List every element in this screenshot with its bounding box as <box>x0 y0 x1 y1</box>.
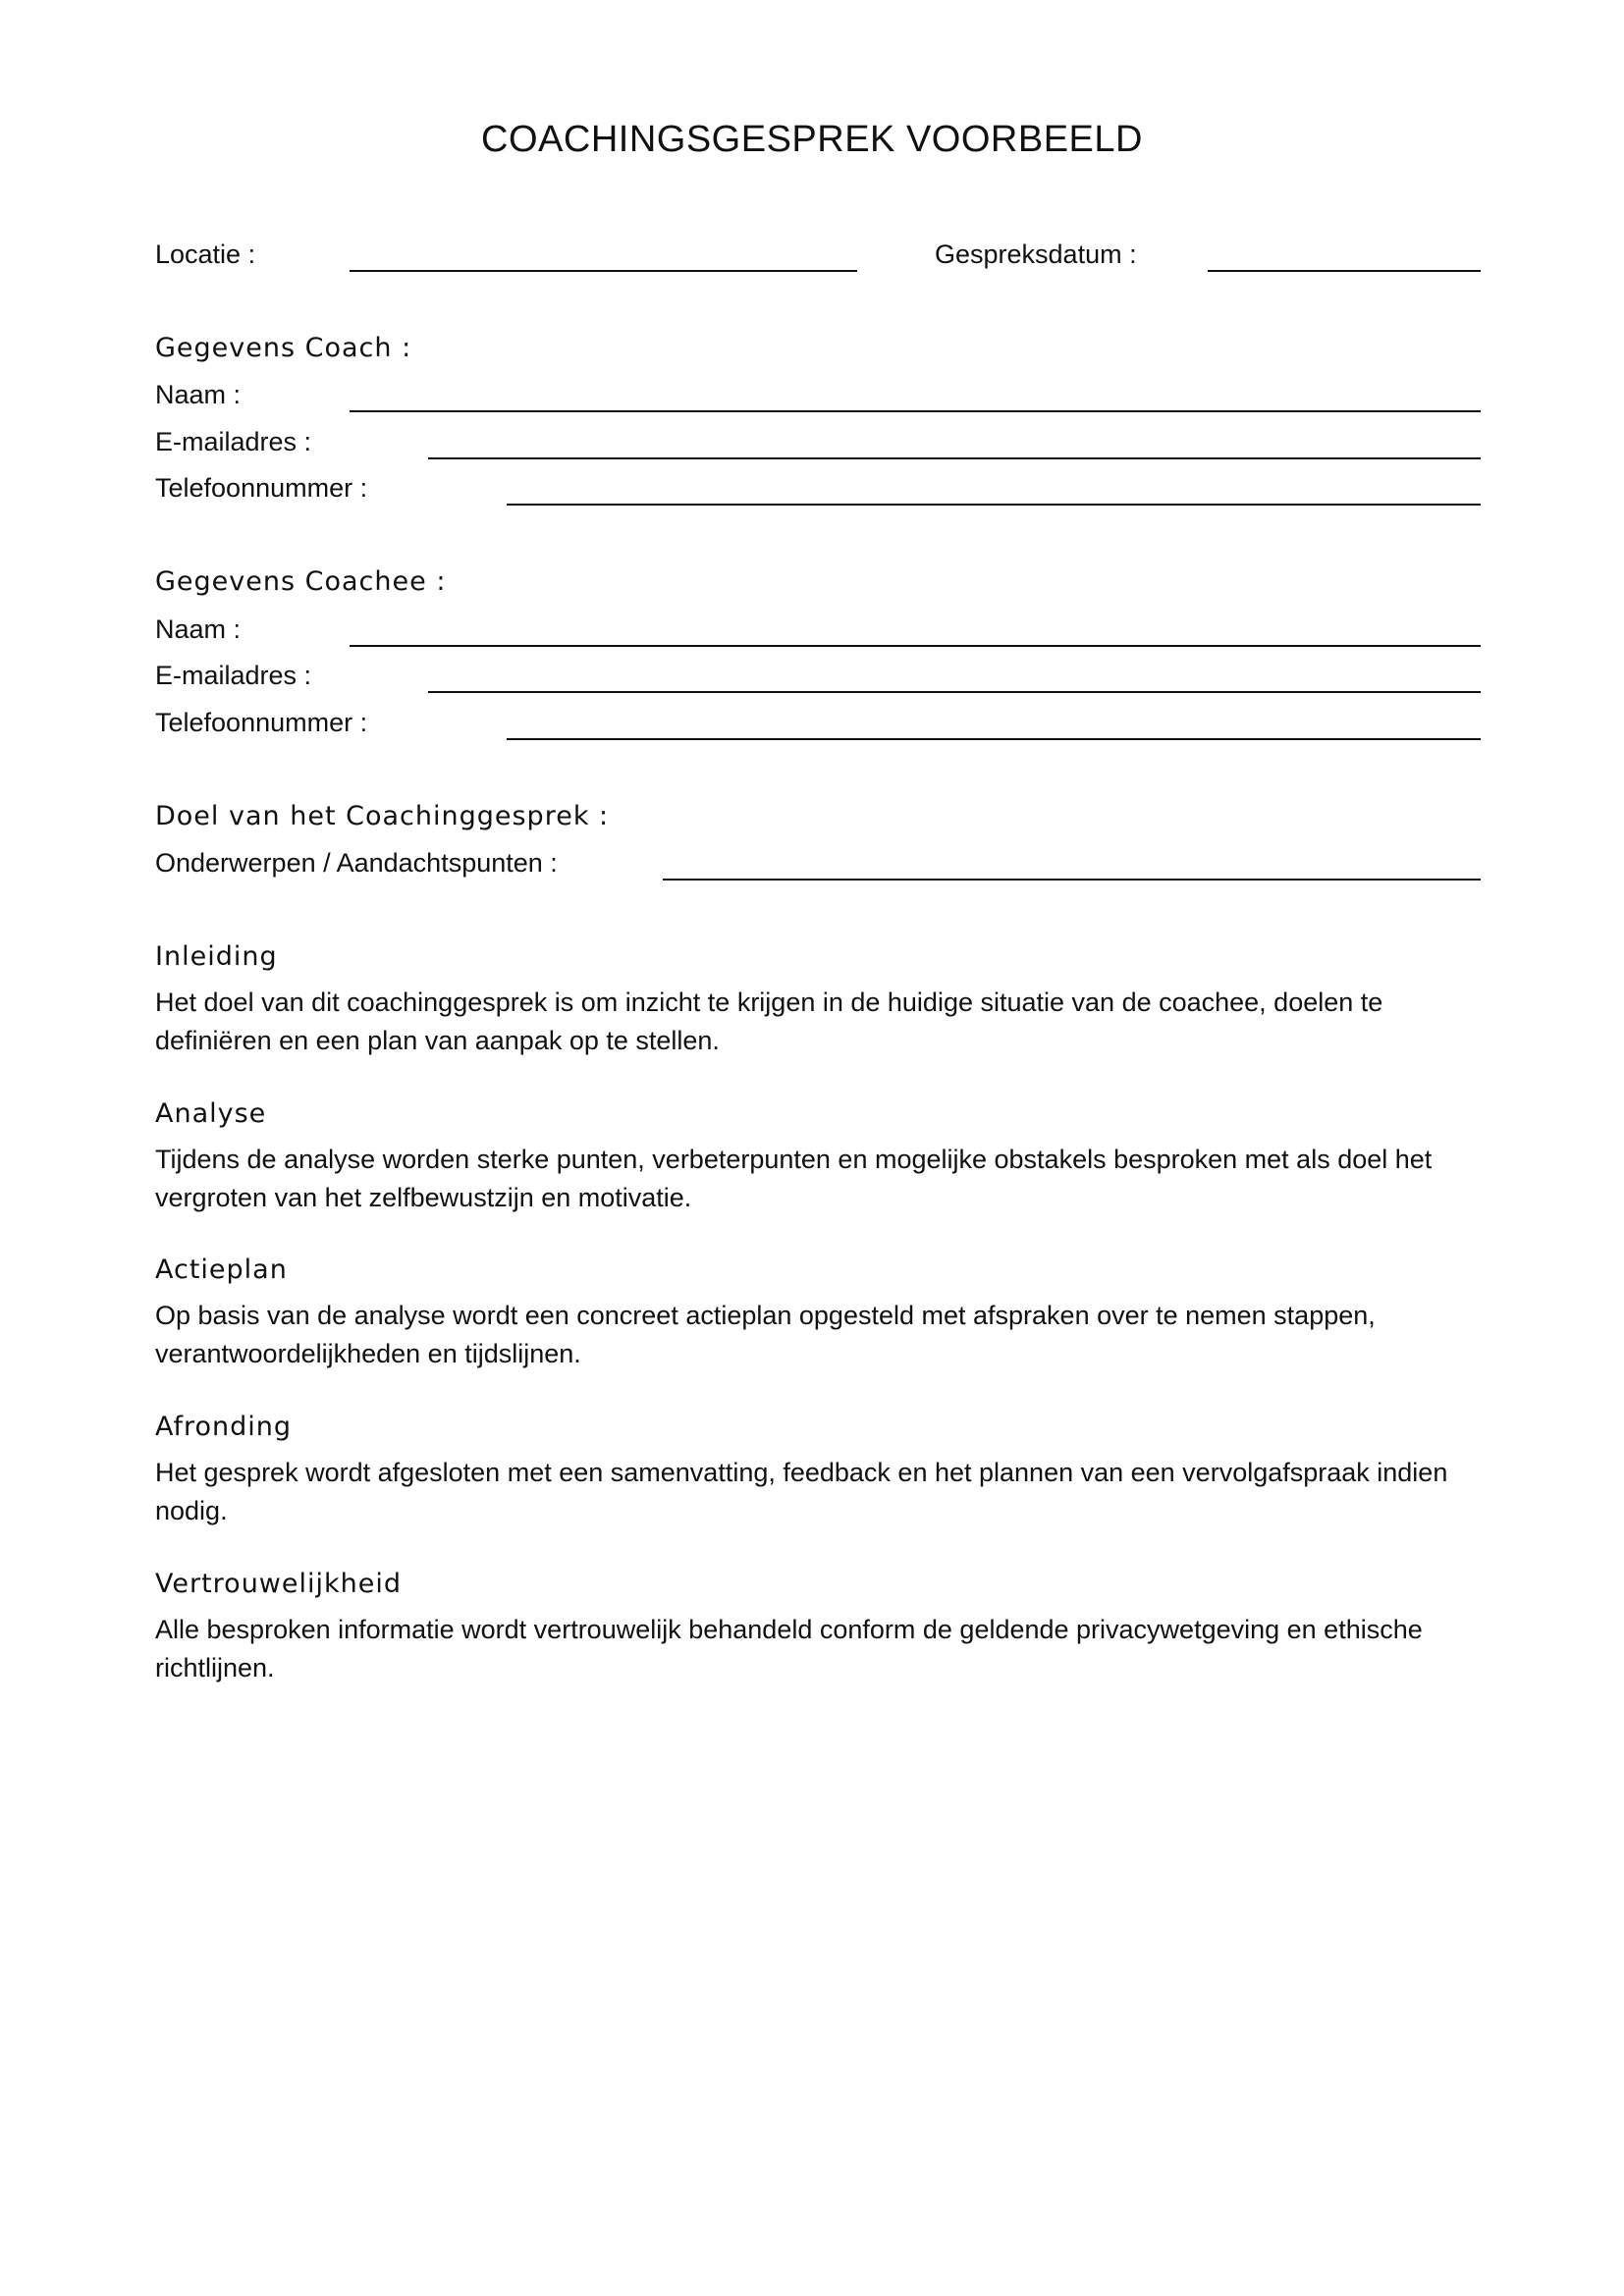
coachee-naam-field[interactable] <box>350 645 1481 647</box>
coachee-telefoon-label: Telefoonnummer : <box>155 708 368 737</box>
section-heading-inleiding: Inleiding <box>155 941 278 972</box>
section-heading-analyse: Analyse <box>155 1098 267 1129</box>
locatie-label: Locatie : <box>155 240 256 269</box>
coach-email-field[interactable] <box>428 457 1481 459</box>
coach-telefoon-label: Telefoonnummer : <box>155 473 368 503</box>
coachee-email-label: E-mailadres : <box>155 661 312 690</box>
section-text-afronding: Het gesprek wordt afgesloten met een samenvatting, feedback en het plannen van een vervolgafspraak indien nodig. <box>155 1458 1448 1525</box>
section-text-analyse: Tijdens de analyse worden sterke punten, verbeterpunten en mogelijke obstakels besproken met als doel het vergroten van het zelfbewustzijn en motivatie. <box>155 1145 1433 1212</box>
section-text-inleiding: Het doel van dit coachinggesprek is om inzicht te krijgen in de huidige situatie van de coachee, doelen te definiëren en een plan van aanpak op te stellen. <box>155 988 1383 1055</box>
section-heading-actieplan: Actieplan <box>155 1255 288 1285</box>
coach-heading: Gegevens Coach : <box>155 333 412 363</box>
page-title: COACHINGSGESPREK VOORBEELD <box>481 119 1143 160</box>
coachee-telefoon-field[interactable] <box>507 738 1481 740</box>
onderwerpen-label: Onderwerpen / Aandachtspunten : <box>155 848 558 878</box>
section-heading-vertrouwelijkheid: Vertrouwelijkheid <box>155 1569 403 1599</box>
doel-heading: Doel van het Coachinggesprek : <box>155 801 610 831</box>
section-text-actieplan: Op basis van de analyse wordt een concreet actieplan opgesteld met afspraken over te nemen stappen, verantwoordelijkheden en tijdslijnen. <box>155 1301 1376 1368</box>
locatie-field[interactable] <box>350 270 857 272</box>
gespreksdatum-label: Gespreksdatum : <box>935 240 1137 269</box>
coach-telefoon-field[interactable] <box>507 504 1481 506</box>
coach-naam-field[interactable] <box>350 410 1481 412</box>
gespreksdatum-field[interactable] <box>1208 270 1481 272</box>
coachee-heading: Gegevens Coachee : <box>155 566 447 597</box>
coach-naam-label: Naam : <box>155 380 242 409</box>
onderwerpen-field[interactable] <box>663 879 1481 881</box>
coachee-email-field[interactable] <box>428 691 1481 693</box>
section-text-vertrouwelijkheid: Alle besproken informatie wordt vertrouwelijk behandeld conform de geldende privacywetgeving en ethische richtlijnen. <box>155 1615 1423 1682</box>
coach-email-label: E-mailadres : <box>155 427 312 456</box>
section-heading-afronding: Afronding <box>155 1412 293 1442</box>
coachee-naam-label: Naam : <box>155 614 242 644</box>
